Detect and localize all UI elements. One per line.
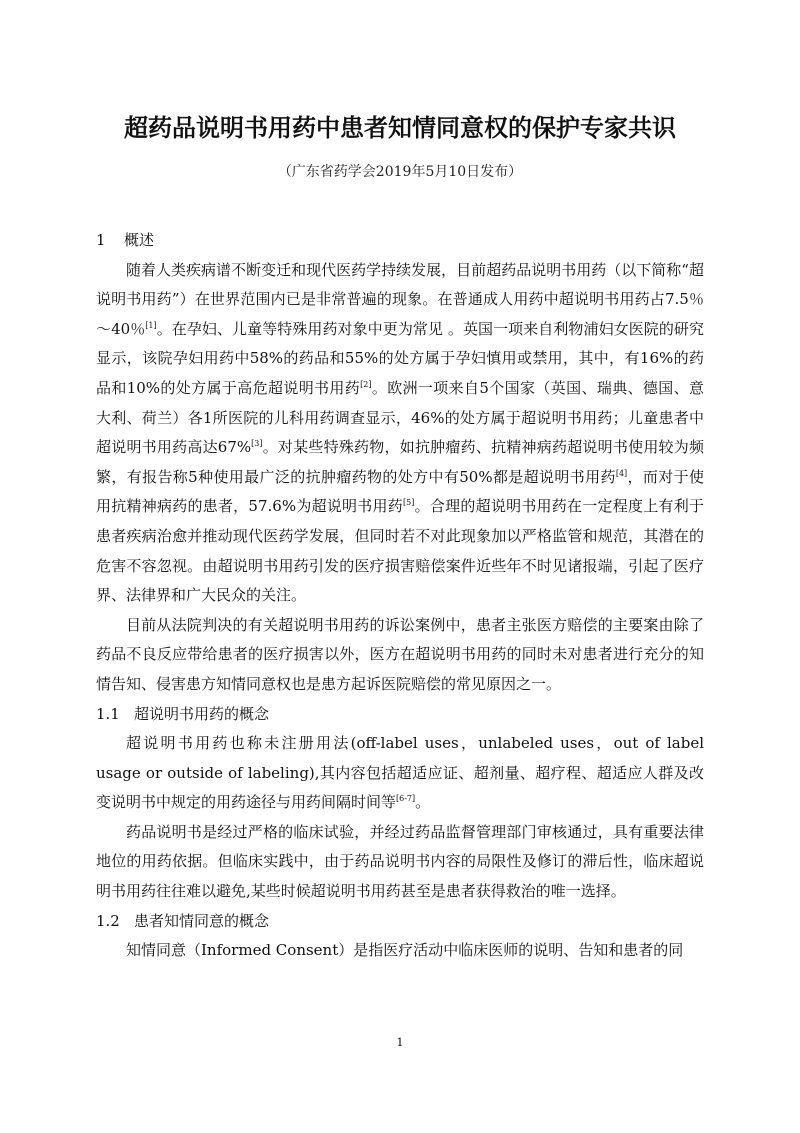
paragraph-offlabel-definition (96, 729, 704, 818)
paragraph-label-basis: 药品说明书是经过严格的临床试验，并经过药品监督管理部门审核通过，具有重要法律地位的用药依据。但临床实践中，由于药品说明书内容的局限性及修订的滞后性，临床超说明书用药往往难以避免,某些时候超说明书用药甚至是患者获得救治的唯一选择。 (96, 822, 704, 901)
text-run: 。在孕妇、儿童等特殊用药对象中更为常见 。英国一项来自利物浦妇女医院的研究显示，该院孕妇用药中58%的药品和55%的处方属于孕妇慎用或禁用，其中，有16%的药品和10%的处方属于高危超说明书用药 (96, 319, 704, 397)
text-run: 。 (415, 793, 431, 812)
citation-ref: [6-7] (396, 794, 416, 804)
document-subtitle: （广东省药学会2019年5月10日发布） (277, 164, 523, 180)
text-run: ，而对于使用抗精神病药的患者，57.6%为超说明书用药 (96, 467, 704, 516)
section-heading-1-1 (96, 700, 704, 730)
text-run: 。欧洲一项来自5个国家（英国、瑞典、德国、意大利、荷兰）各1所医院的儿科用药调查显示，46%的处方属于超说明书用药；儿童患者中超说明书用药高达67% (96, 378, 704, 457)
text-run: 超说明书用药也称未注册用法(off-label uses，unlabeled uses，out of label usage or outside of labeling),其内容包括超适应证、超剂量、超疗程、超适应人群及改变说明书中规定的用药途径与用药间隔时间等 (96, 734, 704, 812)
section-title: 超说明书用药的概念 (134, 704, 270, 723)
section-number: 1.1 (96, 704, 120, 723)
citation-ref: [1] (145, 320, 157, 330)
section-title: 患者知情同意的概念 (134, 911, 270, 930)
citation-ref: [4] (615, 468, 628, 478)
paragraph-overview-1 (96, 256, 704, 611)
citation-ref: [5] (403, 498, 415, 508)
section-title: 概述 (124, 231, 155, 249)
text-run: 。合理的超说明书用药在一定程度上有利于患者疾病治愈并推动现代医药学发展，但同时若不对此现象加以严格监管和规范，其潜在的危害不容忽视。由超说明书用药引发的医疗损害赔偿案件近些年不时见诸报端，引起了医疗界、法律界和广大民众的关注。 (96, 497, 704, 605)
citation-ref: [2] (360, 379, 372, 389)
paragraph-overview-2: 目前从法院判决的有关超说明书用药的诉讼案例中，患者主张医方赔偿的主要案由除了药品不良反应带给患者的医疗损害以外，医方在超说明书用药的同时未对患者进行充分的知情告知、侵害患方知情同意权也是患方起诉医院赔偿的常见原因之一。 (96, 615, 704, 693)
document-title: 超药品说明书用药中患者知情同意权的保护专家共识 (124, 114, 676, 142)
section-number: 1 (96, 231, 106, 249)
page-number: 1 (396, 1036, 404, 1049)
citation-ref: [3] (251, 439, 263, 449)
paragraph-informed-consent: 知情同意（Informed Consent）是指医疗活动中临床医师的说明、告知和患者的同 (126, 941, 684, 960)
document-body (96, 226, 704, 966)
text-run: 随着人类疾病谱不断变迁和现代医药学持续发展，目前超药品说明书用药（以下简称“超说明书用药”）在世界范围内已是非常普遍的现象。在普通成人用药中超说明书用药占7.5％～40％ (96, 260, 704, 338)
section-heading-1-2 (96, 907, 704, 937)
section-number: 1.2 (96, 911, 120, 930)
section-heading-1 (96, 226, 704, 256)
text-run: 。对某些特殊药物，如抗肿瘤药、抗精神病药超说明书使用较为频繁，有报告称5种使用最广泛的抗肿瘤药物的处方中有50%都是超说明书用药 (96, 438, 704, 486)
